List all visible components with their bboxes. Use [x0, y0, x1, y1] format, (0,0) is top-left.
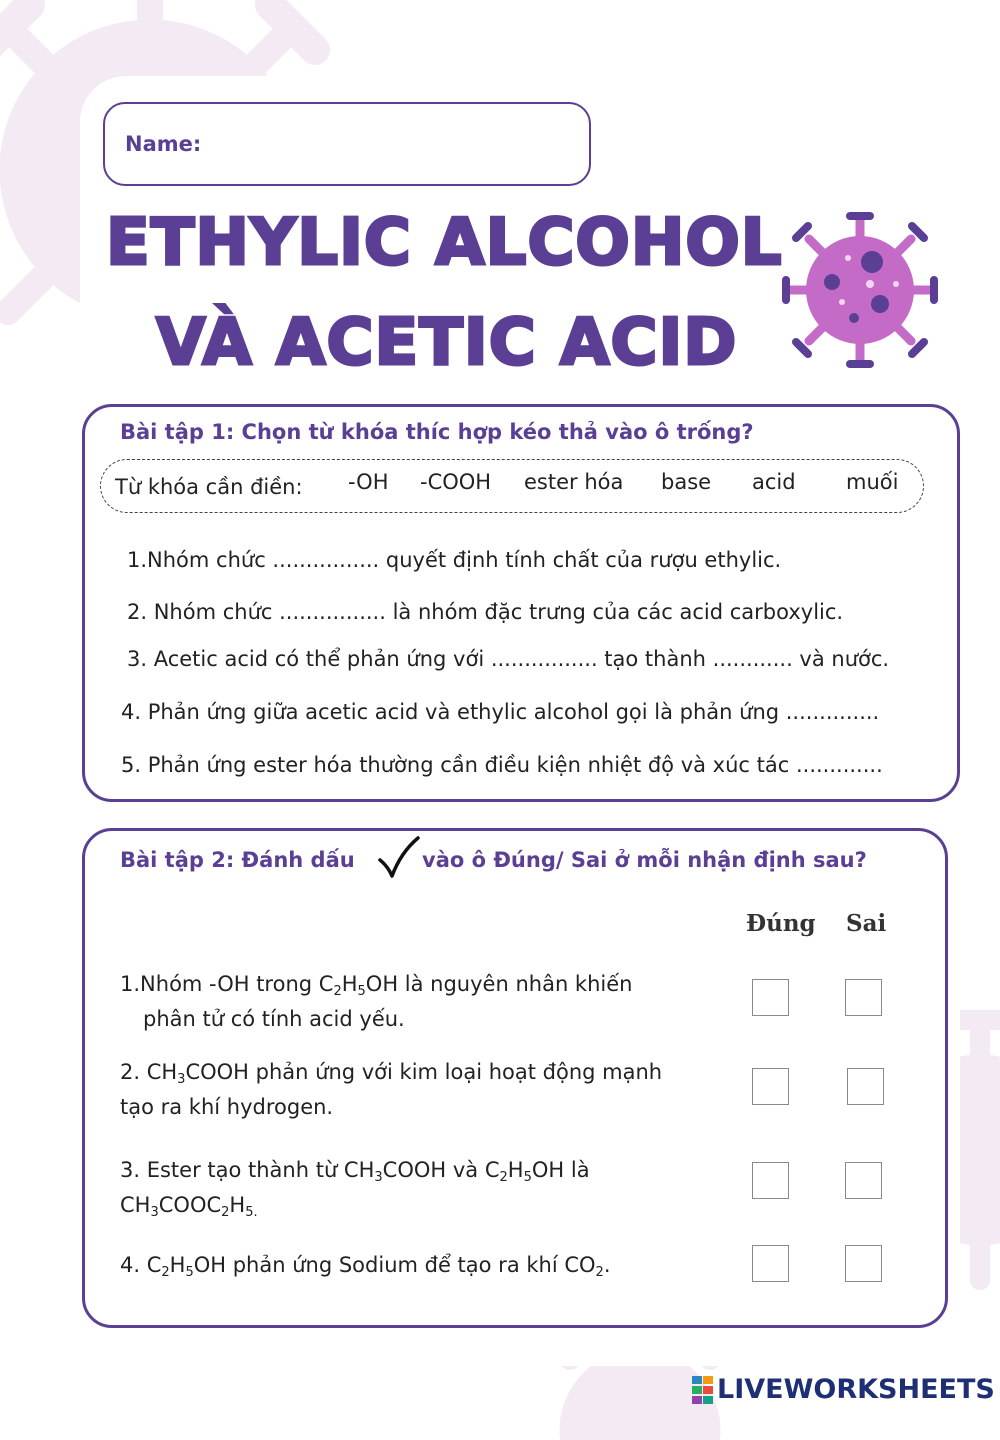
- exercise-1-question-2: 2. Nhóm chức ................ là nhóm đặc trưng của các acid carboxylic.: [127, 600, 844, 624]
- keyword-bank-label: Từ khóa cần điền:: [115, 475, 303, 499]
- statement-4-true-checkbox[interactable]: [752, 1245, 789, 1282]
- statement-2-true-checkbox[interactable]: [752, 1068, 789, 1105]
- statement-3-false-checkbox[interactable]: [845, 1162, 882, 1199]
- page-title-line-2: VÀ ACETIC ACID: [156, 306, 738, 380]
- exercise-2-statement-2: 2. $CH_3COOH$ phản ứng với kim loại hoạt động mạnh tạo ra khí hydrogen.: [120, 1060, 663, 1119]
- exercise-2-statement-4: 4. $C_2H_5OH$ phản ứng Sodium để tạo ra khí $CO_2$.: [120, 1253, 611, 1280]
- statement-2-false-checkbox[interactable]: [847, 1068, 884, 1105]
- exercise-1-question-4: 4. Phản ứng giữa acetic acid và ethylic alcohol gọi là phản ứng ..............: [121, 700, 880, 724]
- keyword-acid[interactable]: acid: [752, 470, 796, 494]
- exercise-1-question-3: 3. Acetic acid có thể phản ứng với ................ tạo thành ............ và nước.: [127, 647, 890, 671]
- keyword-bank: [100, 459, 924, 513]
- name-field[interactable]: [103, 102, 591, 186]
- page-title-line-1: ETHYLIC ALCOHOL: [106, 206, 783, 280]
- column-header-true: Đúng: [746, 910, 816, 937]
- keyword-ester-hoa[interactable]: ester hóa: [524, 470, 624, 494]
- virus-icon: [780, 210, 940, 370]
- exercise-1-heading: Bài tập 1: Chọn từ khóa thíc hợp kéo thả vào ô trống?: [120, 420, 754, 444]
- exercise-2-heading-part-2: vào ô Đúng/ Sai ở mỗi nhận định sau?: [422, 848, 867, 872]
- keyword-base[interactable]: base: [661, 470, 712, 494]
- exercise-2-statement-3: 3. Ester tạo thành từ $CH_3COOH$ và $C_2H_5OH$ là $CH_3COOC_2H_{5.}$: [120, 1158, 590, 1220]
- exercise-1-question-5: 5. Phản ứng ester hóa thường cần điều kiện nhiệt độ và xúc tác .............: [121, 753, 883, 777]
- name-label: Name:: [125, 132, 202, 156]
- exercise-2-heading-part-1: Bài tập 2: Đánh dấu: [120, 848, 355, 872]
- liveworksheets-brand-text: LIVEWORKSHEETS: [717, 1374, 995, 1405]
- exercise-1-question-1: 1.Nhóm chức ................ quyết định tính chất của rượu ethylic.: [127, 548, 782, 572]
- keyword-oh[interactable]: -OH: [348, 470, 389, 494]
- statement-1-false-checkbox[interactable]: [845, 979, 882, 1016]
- column-header-false: Sai: [846, 910, 887, 937]
- keyword-muoi[interactable]: muối: [846, 470, 899, 494]
- statement-3-true-checkbox[interactable]: [752, 1162, 789, 1199]
- liveworksheets-brand: [692, 1374, 995, 1405]
- keyword-cooh[interactable]: -COOH: [420, 470, 492, 494]
- liveworksheets-logo-icon: [692, 1376, 714, 1404]
- statement-4-false-checkbox[interactable]: [845, 1245, 882, 1282]
- check-mark-icon: [378, 836, 420, 880]
- statement-1-true-checkbox[interactable]: [752, 979, 789, 1016]
- exercise-2-statement-1: 1.Nhóm -OH trong $C_2H_5OH$ là nguyên nhân khiến phân tử có tính acid yếu.: [120, 972, 633, 1031]
